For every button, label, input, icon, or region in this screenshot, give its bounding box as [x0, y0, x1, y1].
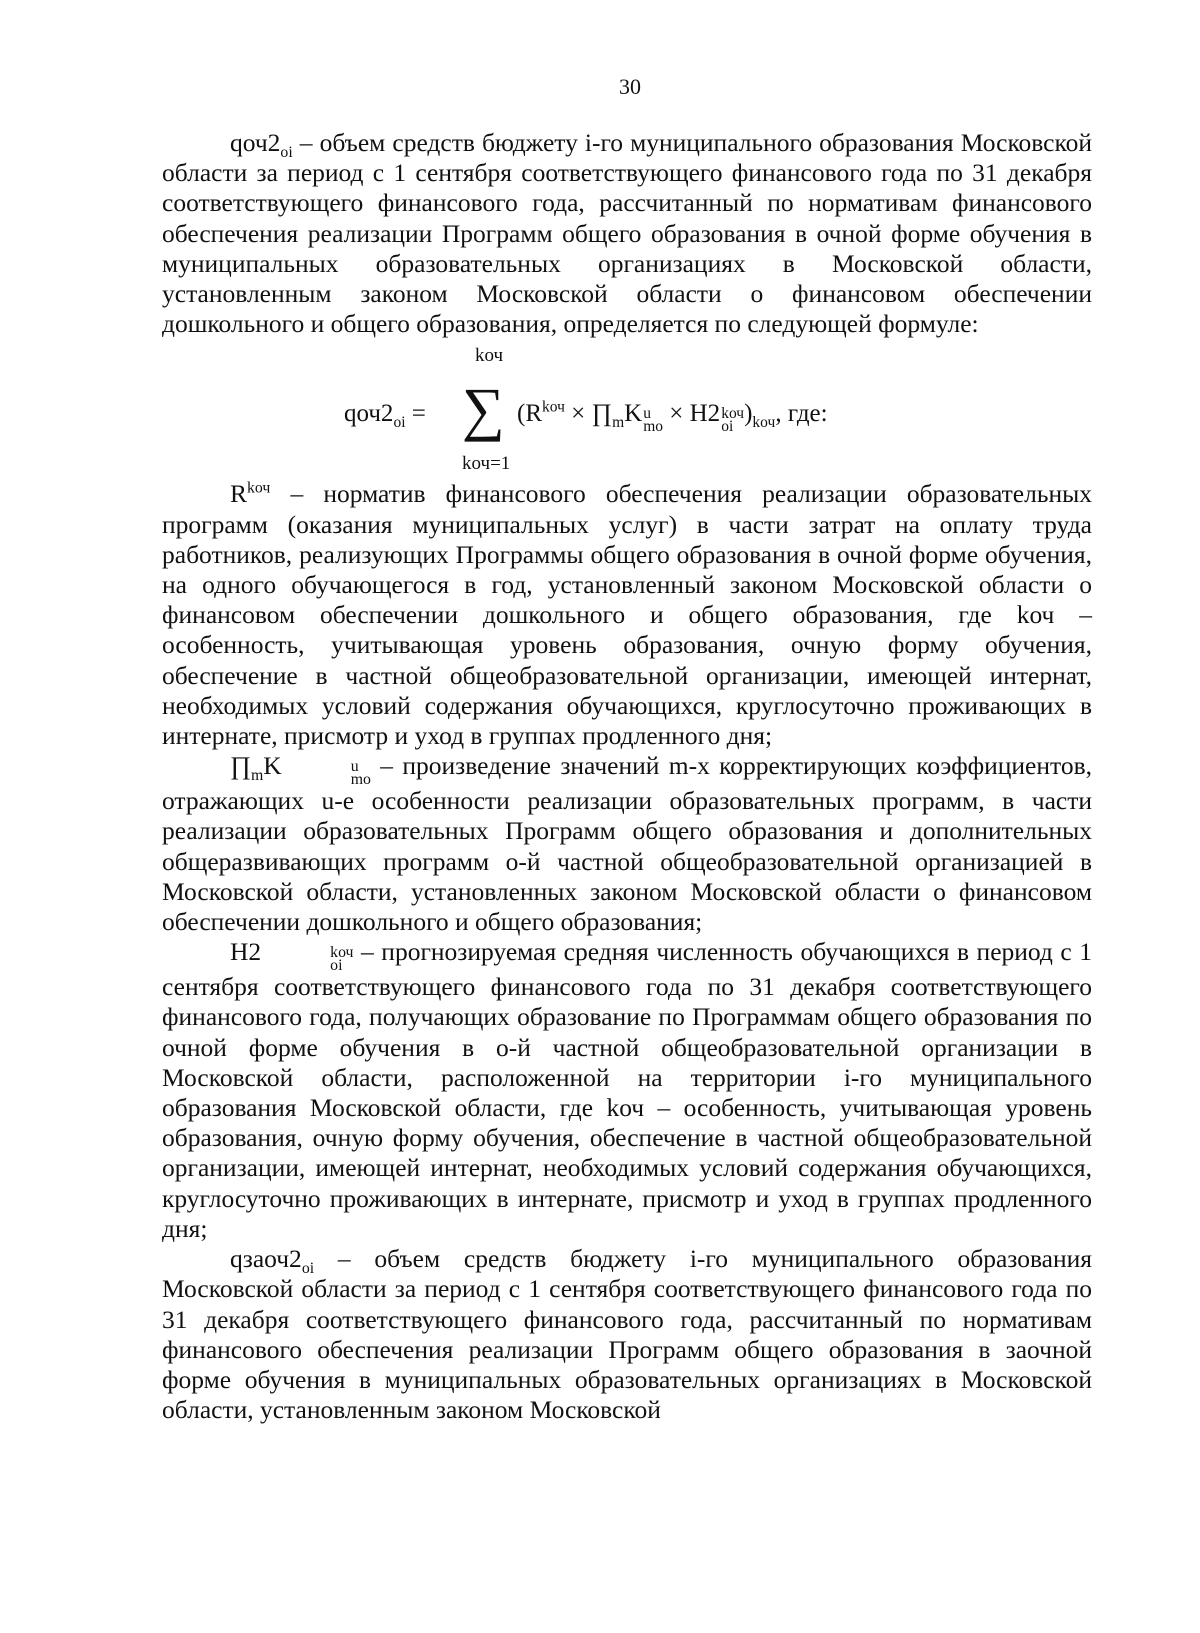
- paragraph-qzaoch2-definition: [162, 1244, 1092, 1425]
- symbol-h2-indices: [262, 944, 354, 975]
- formula-h2-indices: [721, 405, 745, 436]
- paragraph-product-definition: [162, 751, 1092, 937]
- symbol-r: [230, 479, 270, 508]
- symbol-h2-sup: kоч: [330, 944, 354, 962]
- symbol-qzaoch2-base: qзаоч2: [230, 1244, 302, 1274]
- formula-r: (R: [517, 400, 542, 428]
- symbol-k: K: [263, 751, 282, 781]
- paragraph-r-definition: [162, 479, 1092, 751]
- formula-equals: =: [405, 400, 426, 428]
- symbol-qoch2: [230, 128, 293, 162]
- paragraph-qzaoch2-text: – объем средств бюджету i-го муниципального образования Московской области за период с 1 сентября соответствующего финансового года по 31 декабря соответствующего финансового года, рассчитанный по нормативам финансового обеспечения реализации Программ общего образования в заочной форме обучения в муниципальных образовательных организациях в Московской области, установленным законом Московской: [162, 1244, 1092, 1425]
- symbol-h2-base: H2: [230, 937, 262, 967]
- symbol-qzaoch2: [230, 1244, 315, 1278]
- formula-lhs-base: qоч2: [344, 400, 394, 428]
- symbol-k-sub: mo: [350, 771, 371, 789]
- paragraph-h2-definition: [162, 937, 1092, 1244]
- formula-k: K: [624, 400, 643, 428]
- formula-k-sub: mo: [643, 418, 664, 436]
- symbol-r-base: R: [230, 479, 248, 509]
- formula-close: ): [744, 400, 753, 428]
- formula-product: × ∏: [564, 400, 613, 428]
- formula-h2: × H2: [663, 400, 721, 428]
- formula-tail: , где:: [775, 400, 828, 428]
- formula-close-sub: kоч: [752, 414, 776, 432]
- sigma-symbol: ∑: [462, 376, 505, 443]
- formula-lhs: [344, 399, 426, 432]
- paragraph-product-text: – произведение значений m-х корректирующих коэффициентов, отражающих u-е особенности реализации образовательных программ, в части реализации образовательных Программ общего образования и дополнительных общеразвивающих программ o-й частной общеобразовательной организацией в Московской области, установленных законом Московской области о финансовом обеспечении дошкольного и общего образования;: [162, 751, 1092, 937]
- formula-lhs-sub: oi: [393, 414, 406, 432]
- formula-product-sub: m: [612, 414, 625, 432]
- symbol-k-indices: [283, 758, 371, 789]
- symbol-h2-sub: oi: [330, 957, 343, 975]
- symbol-product-base: ∏: [230, 751, 251, 781]
- formula-k-sup: u: [643, 405, 651, 423]
- paragraph-r-text: – норматив финансового обеспечения реализации образовательных программ (оказания муниципальных услуг) в части затрат на оплату труда работников, реализующих Программы общего образования в очной форме обучения, на одного обучающегося в год, установленный законом Московской области о финансовом обеспечении дошкольного и общего образования, где kоч – особенность, учитывающая уровень образования, очную форму обучения, обеспечение в частной общеобразовательной организации, имеющей интернат, необходимых условий содержания обучающихся, круглосуточно проживающих в интернате, присмотр и уход в группах продленного дня;: [162, 479, 1092, 751]
- formula-k-indices: [643, 405, 664, 436]
- formula-r-sup: kоч: [542, 399, 565, 417]
- paragraph-h2-text: – прогнозируемая средняя численность обучающихся в период с 1 сентября соответствующего финансового года по 31 декабря соответствующего финансового года, получающих образование по Программам общего образования по очной форме обучения в o-й частной общеобразовательной организации в Московской области, расположенной на территории i-го муниципального образования Московской области, где kоч – особенность, учитывающая уровень образования, очную форму обучения, обеспечение в частной общеобразовательной организации, имеющей интернат, необходимых условий содержания обучающихся, круглосуточно проживающих в интернате, присмотр и уход в группах продленного дня;: [162, 937, 1092, 1243]
- symbol-h2: [230, 937, 354, 975]
- sum-upper-limit: kоч: [475, 345, 504, 367]
- symbol-k-sup: u: [350, 758, 359, 776]
- page-number: 30: [619, 74, 641, 99]
- formula-qoch2: [162, 339, 1092, 479]
- paragraph-qoch2-text: – объем средств бюджету i-го муниципального образования Московской области за период с 1 сентября соответствующего финансового года по 31 декабря соответствующего финансового года, рассчитанный по нормативам финансового обеспечения реализации Программ общего образования в очной форме обучения в муниципальных образовательных организациях в Московской области, установленным законом Московской области о финансовом обеспечении дошкольного и общего образования, определяется по следующей формуле:: [162, 128, 1092, 339]
- symbol-qoch2-sub: oi: [280, 144, 293, 162]
- paragraph-qoch2-definition: [162, 128, 1092, 339]
- symbol-qoch2-base: qоч2: [230, 128, 281, 157]
- symbol-qzaoch2-sub: oi: [301, 1260, 315, 1278]
- symbol-r-sup: kоч: [247, 479, 271, 497]
- formula-h2-sup: kоч: [721, 405, 745, 423]
- symbol-product-sub: m: [251, 767, 264, 785]
- formula-h2-sub: oi: [721, 418, 734, 436]
- symbol-product: [230, 751, 371, 789]
- document-body: [162, 128, 1092, 1425]
- formula-rhs: [517, 399, 828, 436]
- sum-lower-limit: kоч=1: [462, 453, 511, 475]
